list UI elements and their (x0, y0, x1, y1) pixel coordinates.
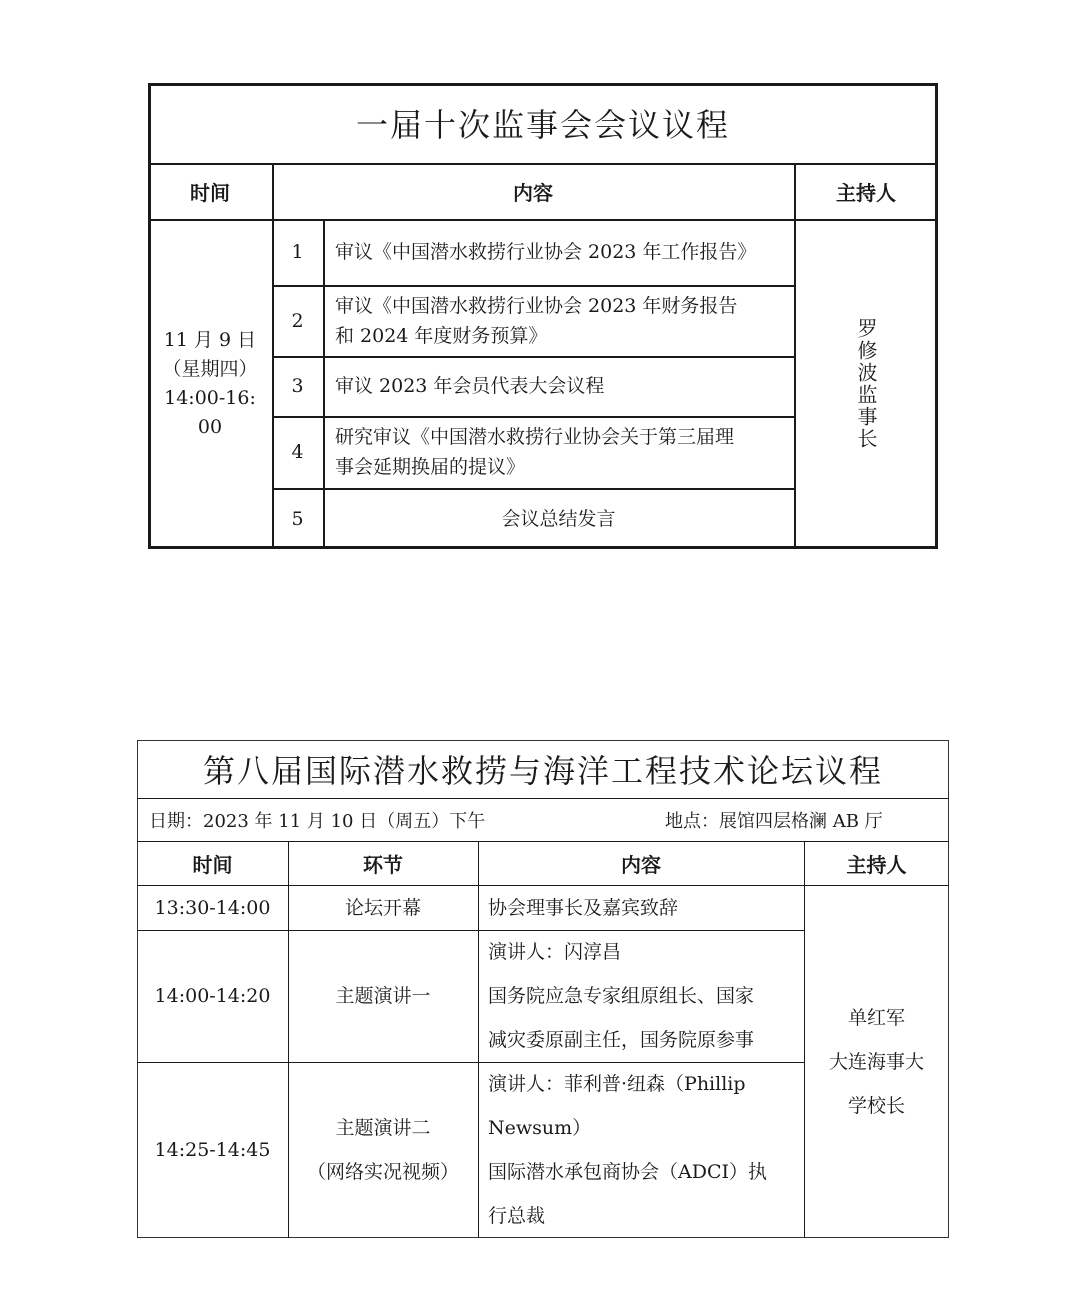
session-segment-line: （网络实况视频） (306, 1161, 459, 1183)
table-title: 一届十次监事会会议议程 (355, 106, 730, 144)
session-content (478, 885, 804, 930)
forum-date: 日期：2023 年 11 月 10 日（周五）下午 (149, 810, 486, 832)
row-number: 2 (291, 309, 304, 332)
session-content-line: 减灾委原副主任，国务院原参事 (488, 1029, 755, 1051)
session-segment (288, 1062, 478, 1238)
agenda-item-text: 研究审议《中国潜水救捞行业协会关于第三届理 (335, 426, 735, 448)
agenda-item (323, 416, 794, 488)
agenda-item (323, 285, 794, 356)
agenda-item-text: 和 2024 年度财务预算》 (335, 324, 548, 347)
meeting-agenda-table (148, 83, 938, 549)
host-title: 学校长 (847, 1094, 905, 1117)
session-content-line: 国际潜水承包商协会（ADCI）执 (488, 1161, 767, 1183)
table-title: 第八届国际潜水救捞与海洋工程技术论坛议程 (202, 752, 883, 790)
session-segment-line: 主题演讲二 (335, 1117, 431, 1139)
forum-agenda-table (137, 740, 949, 1238)
row-number: 3 (291, 375, 304, 397)
session-segment: 论坛开幕 (344, 896, 421, 919)
session-time: 13:30-14:00 (154, 896, 271, 919)
meeting-time-cell (148, 219, 272, 549)
session-content-line: 协会理事长及嘉宾致辞 (488, 896, 679, 919)
row-number: 1 (291, 241, 304, 263)
header-content: 内容 (513, 180, 553, 205)
session-content (478, 930, 804, 1062)
host-cell (794, 219, 938, 549)
agenda-item (323, 219, 794, 285)
meeting-weekday: （星期四） (162, 358, 258, 380)
meeting-date: 11 月 9 日 (163, 329, 257, 351)
header-host: 主持人 (846, 852, 907, 877)
session-content-line: 演讲人：菲利普·纽森（Phillip (488, 1073, 746, 1095)
header-segment: 环节 (363, 852, 403, 877)
agenda-item (323, 488, 794, 549)
agenda-item-text: 会议总结发言 (501, 507, 616, 530)
session-content (478, 1062, 804, 1238)
row-number: 5 (291, 507, 304, 530)
host-cell (804, 885, 949, 1238)
header-time: 时间 (192, 852, 233, 877)
agenda-item (323, 356, 794, 416)
header-host: 主持人 (836, 180, 896, 205)
host-title: 大连海事大 (828, 1050, 924, 1073)
header-content: 内容 (621, 852, 661, 877)
session-content-line: Newsum） (488, 1117, 592, 1139)
agenda-item-text: 审议《中国潜水救捞行业协会 2023 年财务报告 (335, 294, 738, 317)
session-time: 14:25-14:45 (154, 1139, 271, 1161)
agenda-item-text: 审议《中国潜水救捞行业协会 2023 年工作报告》 (335, 241, 757, 263)
session-time: 14:00-14:20 (154, 985, 271, 1007)
session-content-line: 国务院应急专家组原组长、国家 (488, 985, 755, 1007)
session-segment: 主题演讲一 (335, 985, 431, 1007)
session-content-line: 演讲人：闪淳昌 (488, 941, 622, 963)
row-number: 4 (291, 441, 304, 463)
host-name: 单红军 (847, 1006, 905, 1029)
forum-location: 地点：展馆四层格澜 AB 厅 (665, 810, 883, 832)
header-time: 时间 (190, 180, 230, 205)
agenda-item-text: 审议 2023 年会员代表大会议程 (335, 375, 605, 397)
host-name: 罗修波监事长 (854, 318, 878, 450)
meeting-time-range-end: 00 (197, 416, 223, 438)
session-content-line: 行总裁 (488, 1205, 546, 1227)
agenda-item-text: 事会延期换届的提议》 (335, 456, 526, 478)
meeting-time-range: 14:00-16: (164, 387, 256, 409)
